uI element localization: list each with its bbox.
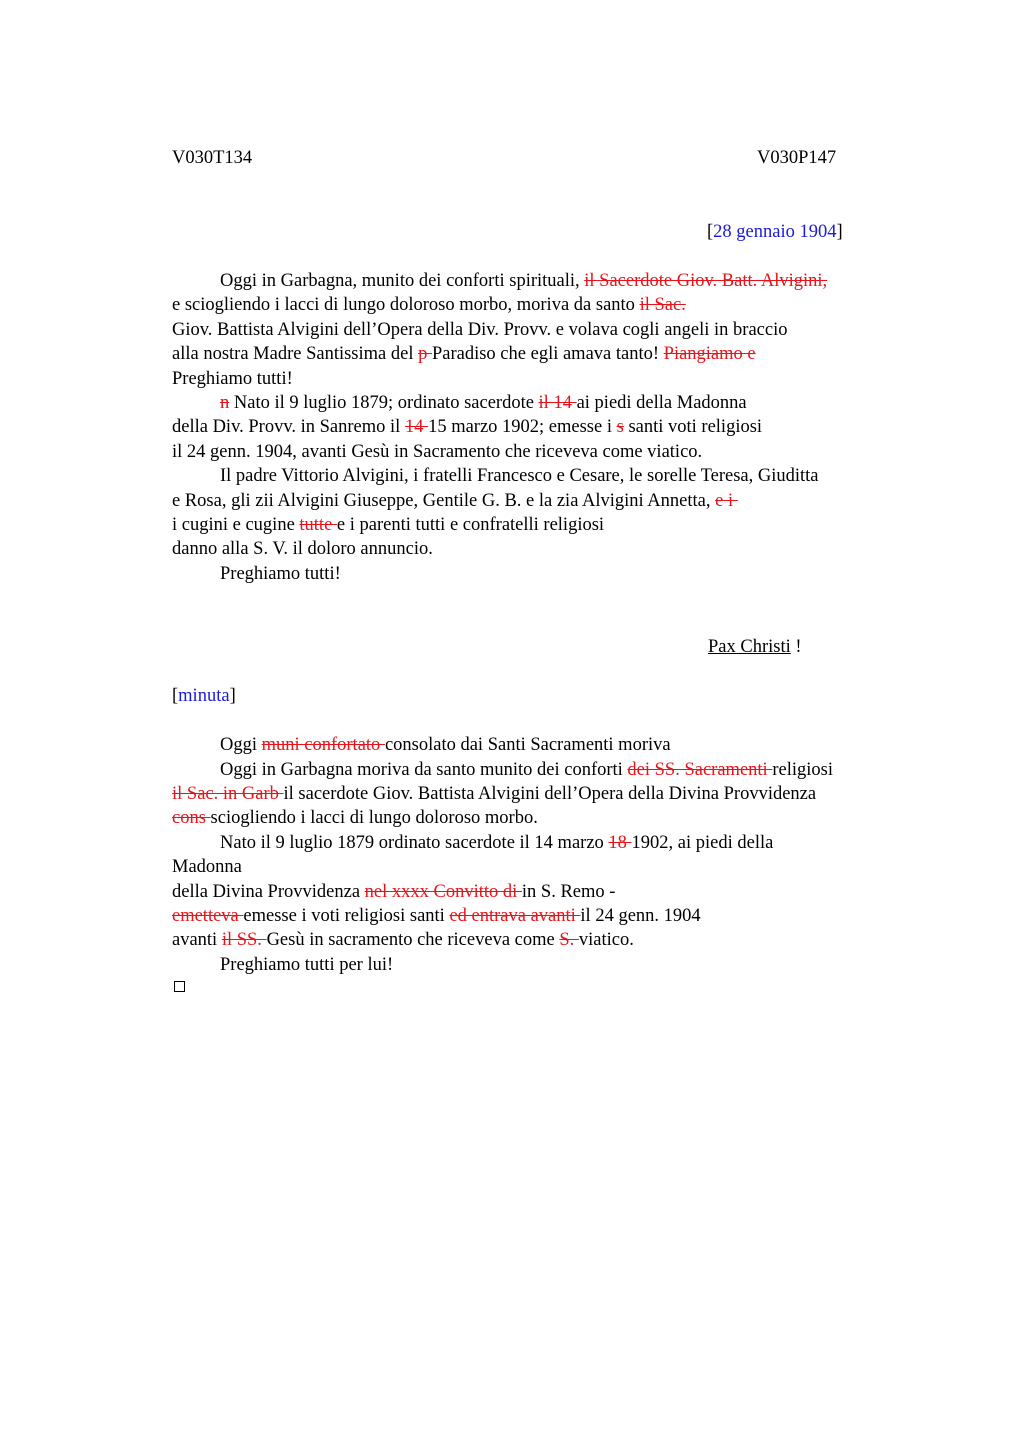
deleted-text: 14 — [404, 417, 429, 437]
letter-line — [172, 293, 686, 317]
text-run: Oggi in Garbagna, munito dei conforti spirituali, — [220, 271, 585, 291]
text-run: religiosi — [772, 760, 833, 780]
deleted-text: 18 — [608, 833, 632, 853]
date-text: 28 gennaio 1904 — [713, 222, 837, 242]
minuta-line: Preghiamo tutti per lui! — [220, 955, 394, 975]
bracket-open: [ — [172, 686, 179, 706]
minuta-text: minuta — [178, 686, 230, 706]
minuta-line — [172, 904, 701, 928]
deleted-text: cons — [172, 808, 211, 828]
deleted-text: emetteva — [172, 906, 244, 926]
text-run: 15 marzo 1902; emesse i — [428, 417, 617, 437]
bracket-open: [ — [707, 222, 714, 242]
bracket-close: ] — [229, 686, 236, 706]
deleted-text: n — [220, 393, 230, 413]
deleted-text: s — [616, 417, 624, 437]
minuta-line — [172, 782, 816, 806]
letter-line: il 24 genn. 1904, avanti Gesù in Sacramento che riceveva come viatico. — [172, 442, 703, 462]
minuta-label — [172, 684, 236, 708]
text-run: santi voti religiosi — [623, 417, 763, 437]
text-run: Gesù in sacramento che riceveva come — [266, 930, 560, 950]
deleted-text: S. — [559, 930, 579, 950]
text-run: e Rosa, gli zii Alvigini Giuseppe, Gentile G. B. e la zia Alvigini Annetta, — [172, 491, 716, 511]
letter-line: Giov. Battista Alvigini dell’Opera della Div. Provv. e volava cogli angeli in braccio — [172, 320, 788, 340]
text-run: i cugini e cugine — [172, 515, 300, 535]
minuta-line — [220, 831, 773, 855]
deleted-text: nel xxxx Convitto di — [364, 882, 522, 902]
deleted-text: il SS. — [221, 930, 267, 950]
editorial-date — [707, 220, 843, 244]
letter-line — [172, 489, 738, 513]
text-run: ! — [790, 637, 802, 657]
document-code-right: V030P147 — [757, 148, 837, 168]
text-run: in S. Remo - — [521, 882, 616, 902]
text-run: consolato dai Santi Sacramenti moriva — [384, 735, 671, 755]
text-run: e sciogliendo i lacci di lungo doloroso morbo, moriva da santo — [172, 295, 640, 315]
deleted-text: il Sac. in Garb — [172, 784, 284, 804]
closing-salutation — [708, 635, 802, 659]
deleted-text: il Sac. — [639, 295, 686, 315]
deleted-text: il 14 — [538, 393, 577, 413]
minuta-line: Madonna — [172, 857, 242, 877]
text-run: viatico. — [578, 930, 634, 950]
deleted-text: muni confortato — [261, 735, 385, 755]
text-run: sciogliendo i lacci di lungo doloroso morbo. — [210, 808, 538, 828]
document-code-left: V030T134 — [172, 148, 253, 168]
deleted-text: dei SS. Sacramenti — [627, 760, 773, 780]
text-run: Paradiso che egli amava tanto! — [431, 344, 664, 364]
text-run: ai piedi della Madonna — [576, 393, 747, 413]
minuta-line — [220, 758, 833, 782]
text-run: Nato il 9 luglio 1879; ordinato sacerdote — [229, 393, 539, 413]
end-marker-box — [174, 981, 185, 992]
text-run: Nato il 9 luglio 1879 ordinato sacerdote il 14 marzo — [220, 833, 609, 853]
minuta-line — [172, 928, 634, 952]
letter-line — [172, 342, 756, 366]
deleted-text: p — [418, 344, 432, 364]
deleted-text: tutte — [299, 515, 337, 535]
minuta-line — [172, 880, 615, 904]
text-run: il sacerdote Giov. Battista Alvigini dell’Opera della Divina Provvidenza — [283, 784, 817, 804]
letter-line — [220, 269, 827, 293]
letter-line — [172, 513, 604, 537]
text-run: 1902, ai piedi della — [631, 833, 774, 853]
letter-line — [220, 391, 747, 415]
text-run: Oggi in Garbagna moriva da santo munito dei conforti — [220, 760, 628, 780]
text-run: e i parenti tutti e confratelli religiosi — [336, 515, 605, 535]
pax-christi: Pax Christi — [708, 637, 791, 657]
text-run: della Div. Provv. in Sanremo il — [172, 417, 405, 437]
text-run: alla nostra Madre Santissima del — [172, 344, 419, 364]
text-run: Oggi — [220, 735, 262, 755]
letter-line: Il padre Vittorio Alvigini, i fratelli Francesco e Cesare, le sorelle Teresa, Giuditta — [220, 466, 819, 486]
minuta-line — [220, 733, 671, 757]
text-run: avanti — [172, 930, 222, 950]
deleted-text: Piangiamo e — [663, 344, 756, 364]
minuta-line — [172, 806, 538, 830]
letter-line — [172, 415, 762, 439]
text-run: il 24 genn. 1904 — [580, 906, 701, 926]
letter-line: Preghiamo tutti! — [220, 564, 341, 584]
letter-line: Preghiamo tutti! — [172, 369, 293, 389]
text-run: della Divina Provvidenza — [172, 882, 365, 902]
letter-line: danno alla S. V. il doloro annuncio. — [172, 539, 433, 559]
deleted-text: il Sacerdote Giov. Batt. Alvigini, — [584, 271, 828, 291]
text-run: emesse i voti religiosi santi — [243, 906, 450, 926]
bracket-close: ] — [836, 222, 843, 242]
deleted-text: e i — [715, 491, 738, 511]
deleted-text: ed entrava avanti — [449, 906, 581, 926]
